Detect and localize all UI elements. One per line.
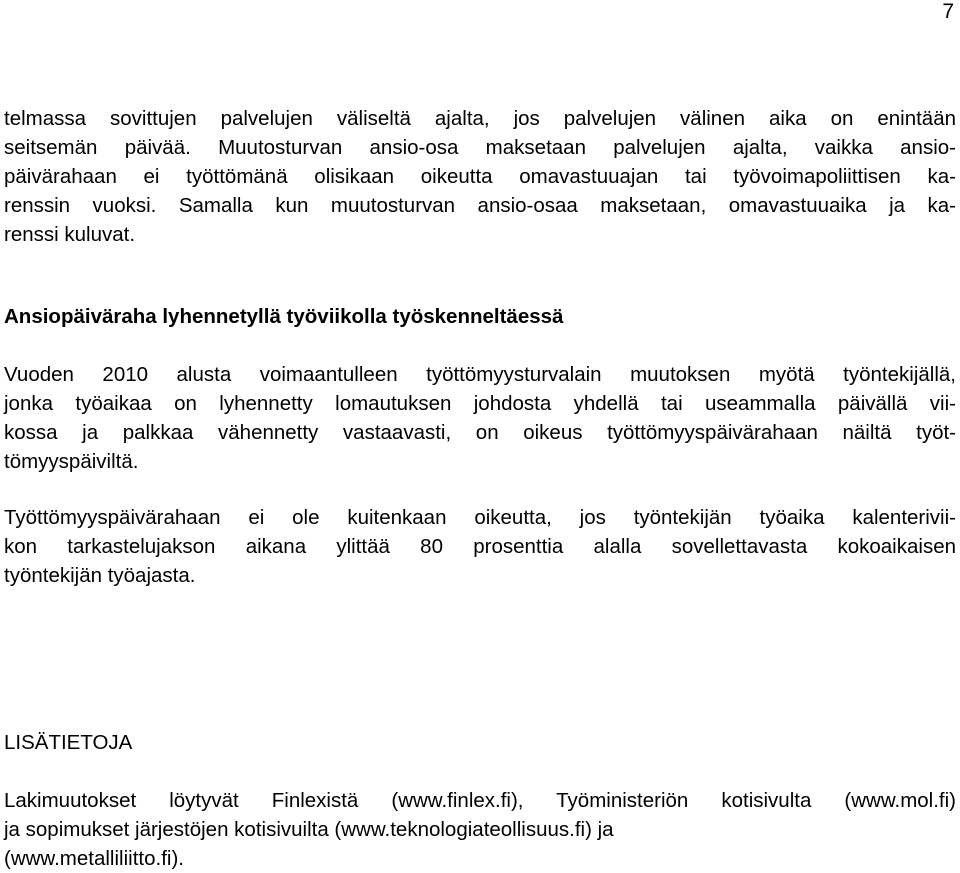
- text-line: Lakimuutokset löytyvät Finlexistä (www.finlex.fi), Työministeriön kotisivulta (www.mol.fi): [4, 789, 956, 812]
- text-line: tömyyspäiviltä.: [4, 450, 139, 473]
- text-line: päivärahaan ei työttömänä olisikaan oikeutta omavastuuajan tai työvoimapoliittisen ka-: [4, 165, 956, 188]
- text-line: (www.metalliliitto.fi).: [4, 847, 184, 870]
- paragraph-lisatietoja: [4, 786, 956, 873]
- paragraph-karenssi: [4, 104, 956, 249]
- text-line: jonka työaikaa on lyhennetty lomautuksen johdosta yhdellä tai useammalla päivällä vii-: [4, 392, 956, 415]
- text-line: Työttömyyspäivärahaan ei ole kuitenkaan oikeutta, jos työntekijän työaika kalenterivii-: [4, 506, 956, 529]
- text-line: ja sopimukset järjestöjen kotisivuilta (www.teknologiateollisuus.fi) ja: [4, 818, 614, 841]
- text-line: kossa ja palkkaa vähennetty vastaavasti, on oikeus työttömyyspäivärahaan näiltä työt-: [4, 421, 956, 444]
- paragraph-lyhennetty-tyoviikko: [4, 360, 956, 476]
- section-heading: Ansiopäiväraha lyhennetyllä työviikolla työskenneltäessä: [4, 305, 564, 328]
- text-line: kon tarkastelujakson aikana ylittää 80 prosenttia alalla sovellettavasta kokoaikaisen: [4, 535, 956, 558]
- page-number: 7: [942, 0, 954, 23]
- text-line: Vuoden 2010 alusta voimaantulleen työttömyysturvalain muutoksen myötä työntekijällä,: [4, 363, 956, 386]
- text-line: seitsemän päivää. Muutosturvan ansio-osa maksetaan palvelujen ajalta, vaikka ansio-: [4, 136, 956, 159]
- info-heading: LISÄTIETOJA: [4, 731, 133, 754]
- paragraph-80-prosenttia: [4, 503, 956, 590]
- text-line: telmassa sovittujen palvelujen väliseltä ajalta, jos palvelujen välinen aika on enintään: [4, 107, 956, 130]
- text-line: työntekijän työajasta.: [4, 564, 196, 587]
- text-line: renssin vuoksi. Samalla kun muutosturvan ansio-osaa maksetaan, omavastuuaika ja ka-: [4, 194, 956, 217]
- text-line: renssi kuluvat.: [4, 223, 136, 246]
